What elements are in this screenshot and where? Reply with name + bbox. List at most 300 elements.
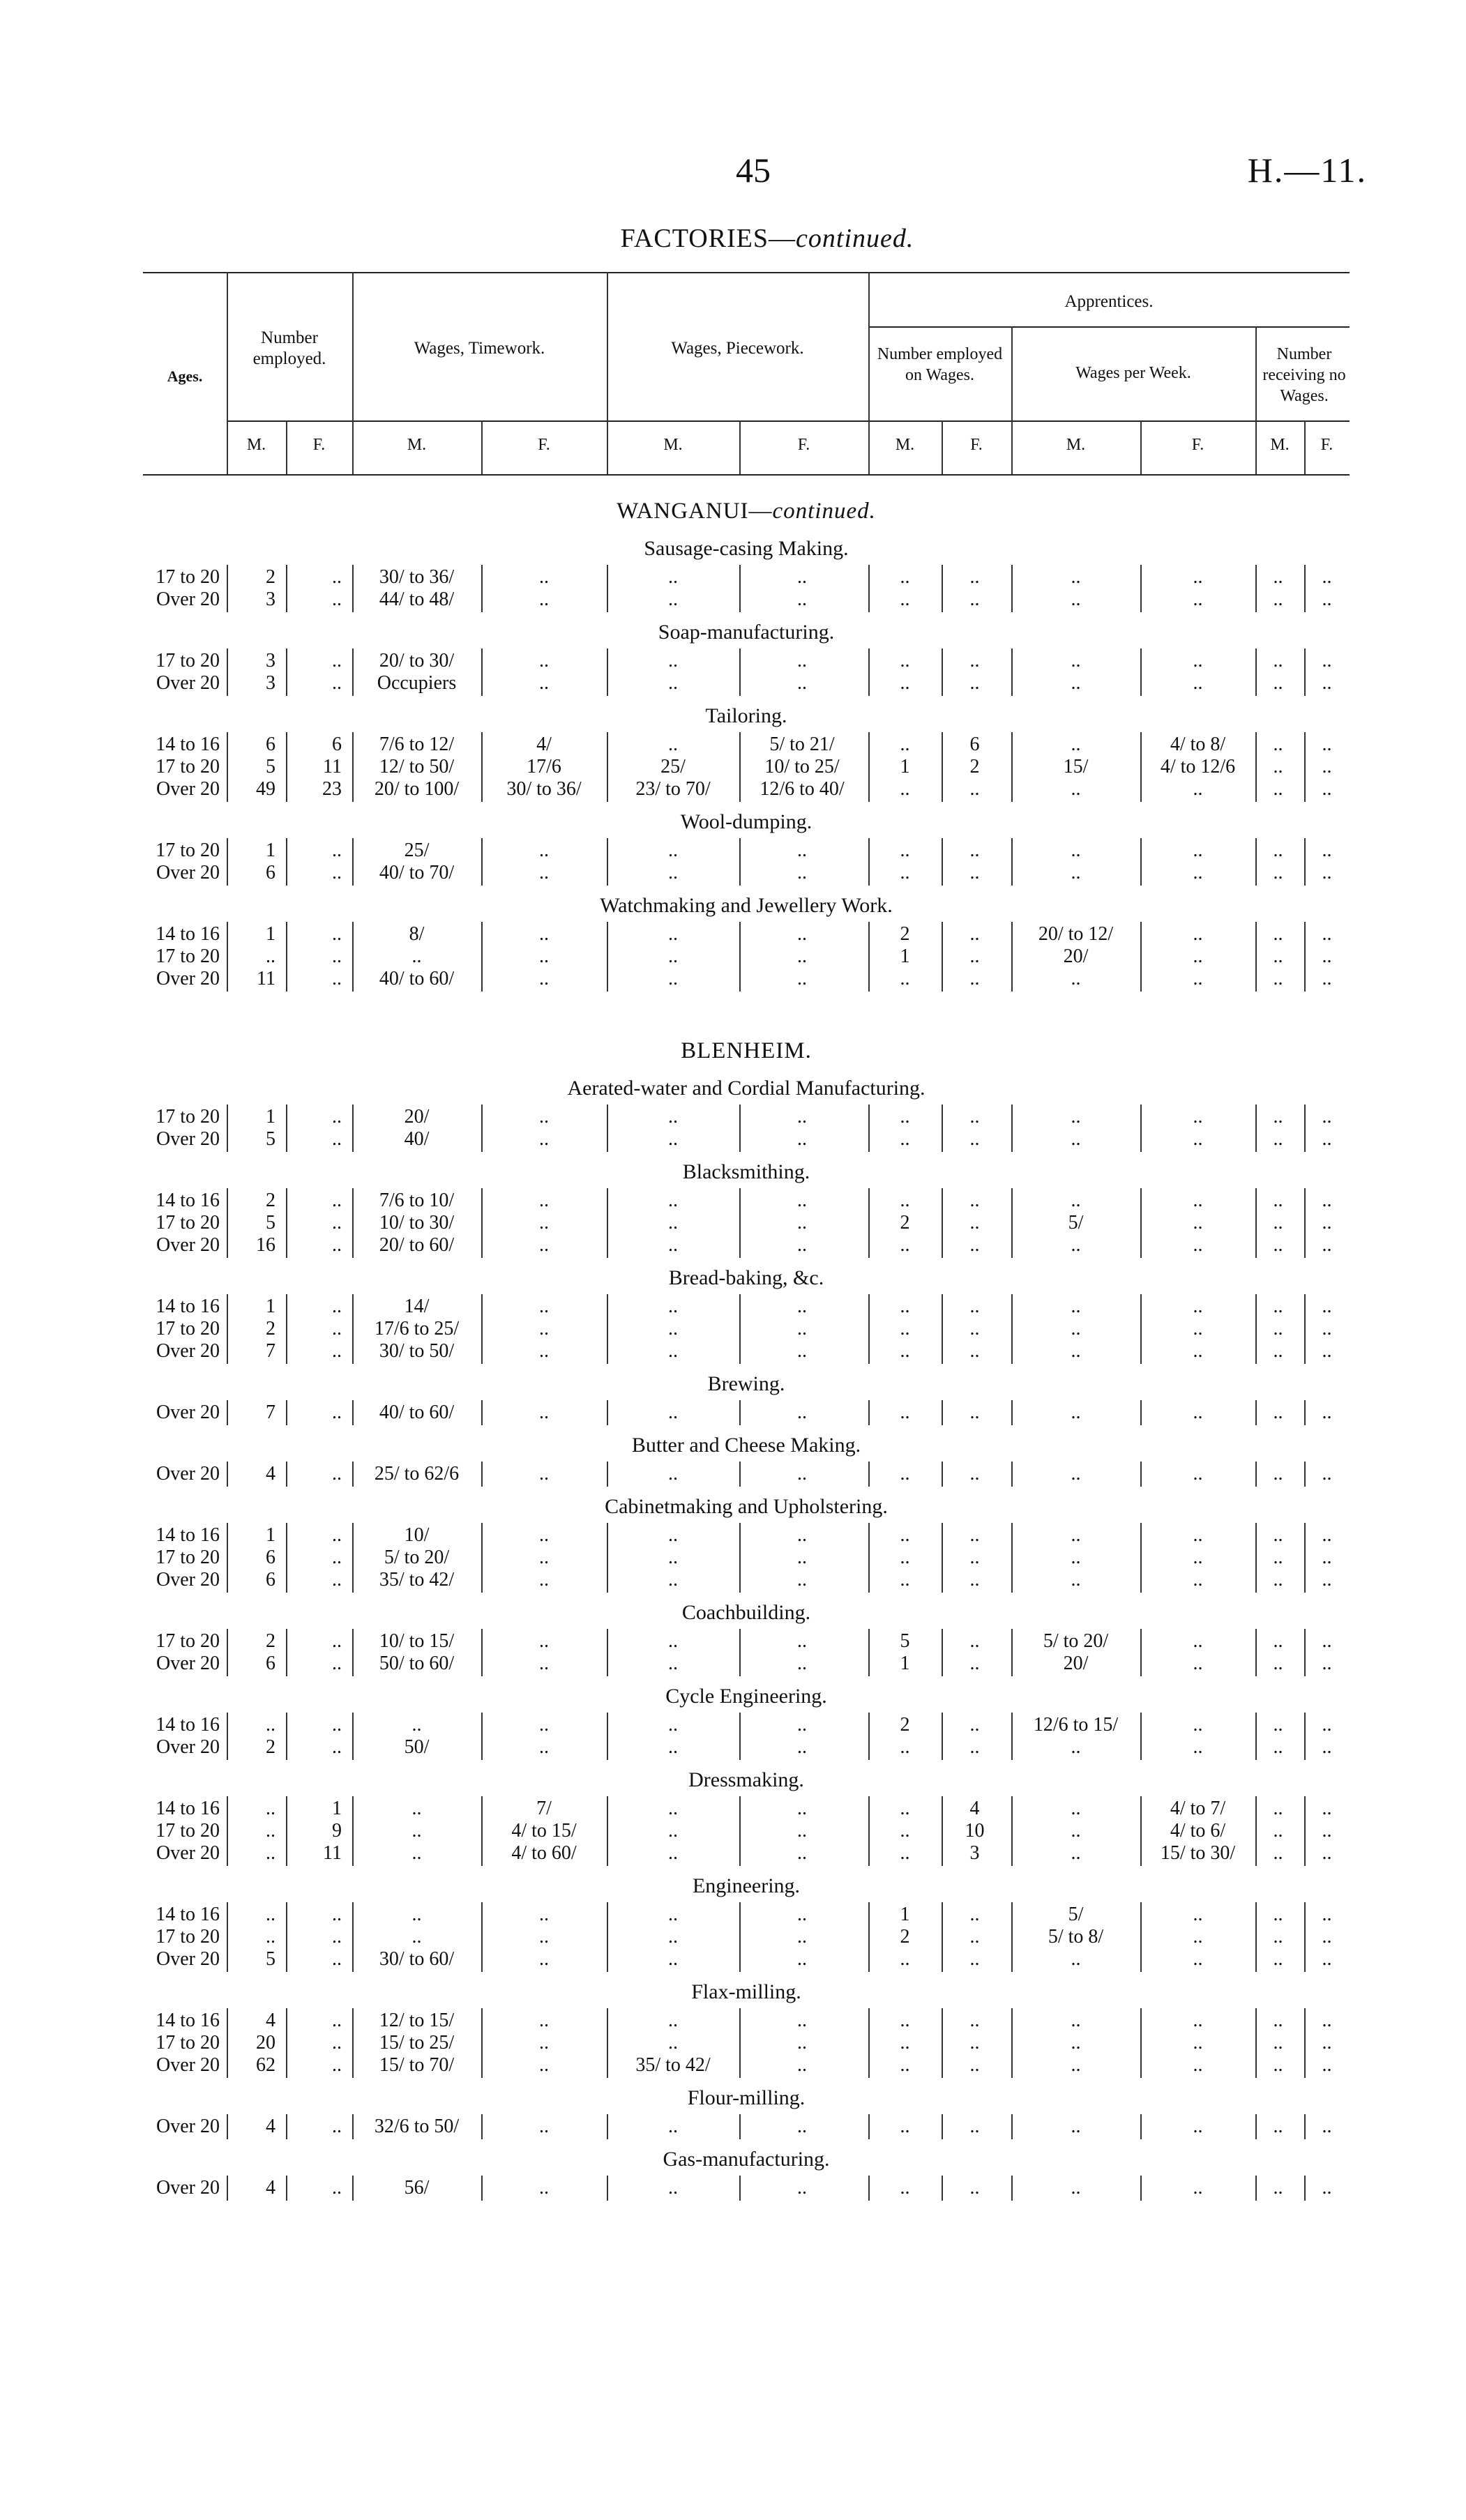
row-age: 17 to 20 <box>156 946 220 967</box>
row-vrule <box>227 1713 228 1760</box>
cell-nf: 11 <box>323 756 342 777</box>
row-vrule <box>1140 1796 1142 1866</box>
row-vrule <box>607 1713 608 1760</box>
cell-af: .. <box>969 968 980 989</box>
page-title <box>488 223 1046 254</box>
cell-pm: 25/ <box>660 756 686 777</box>
cell-xm: .. <box>1273 1402 1283 1423</box>
cell-tf: .. <box>539 862 549 883</box>
row-vrule <box>739 732 741 802</box>
row-vrule <box>607 1796 608 1866</box>
cell-pf: .. <box>797 1948 807 1970</box>
section-name: WANGANUI— <box>617 499 773 524</box>
cell-tf: .. <box>539 1234 549 1256</box>
cell-tm: 40/ to 60/ <box>379 968 455 989</box>
cell-pm: .. <box>668 1524 678 1546</box>
cell-tm: 32/6 to 50/ <box>374 2116 460 2137</box>
row-vrule <box>352 565 354 612</box>
row-vrule <box>868 565 870 612</box>
trade-heading: Soap-manufacturing. <box>658 621 835 644</box>
row-vrule <box>481 565 483 612</box>
cell-xm: .. <box>1273 1212 1283 1234</box>
cell-tf: .. <box>539 2116 549 2137</box>
cell-wm: .. <box>1071 2177 1081 2199</box>
cell-wf: .. <box>1193 1190 1203 1211</box>
row-vrule <box>1304 1188 1306 1258</box>
cell-tf: .. <box>539 1524 549 1546</box>
row-vrule <box>1140 2114 1142 2139</box>
row-vrule <box>1011 1629 1013 1676</box>
cell-am: 2 <box>900 1926 910 1948</box>
cell-af: .. <box>969 2032 980 2054</box>
row-vrule <box>739 2114 741 2139</box>
cell-tf: .. <box>539 1547 549 1568</box>
row-vrule <box>739 565 741 612</box>
cell-pf: .. <box>797 2116 807 2137</box>
row-vrule <box>481 648 483 696</box>
cell-tm: 25/ to 62/6 <box>374 1463 460 1485</box>
row-vrule <box>352 1294 354 1364</box>
row-vrule <box>868 838 870 886</box>
cell-nf: .. <box>332 1318 342 1339</box>
row-vrule <box>868 1902 870 1972</box>
cell-wf: .. <box>1193 1463 1203 1485</box>
cell-wm: .. <box>1071 672 1081 694</box>
row-age: 17 to 20 <box>156 1212 220 1234</box>
cell-wf: .. <box>1193 1106 1203 1128</box>
cell-tf: .. <box>539 1212 549 1234</box>
cell-am: .. <box>900 778 910 800</box>
row-vrule <box>1140 1400 1142 1425</box>
cell-nf: 1 <box>332 1798 342 1819</box>
cell-pm: .. <box>668 1190 678 1211</box>
cell-pf: .. <box>797 1524 807 1546</box>
cell-am: .. <box>900 1296 910 1317</box>
row-vrule <box>1255 565 1257 612</box>
cell-xm: .. <box>1273 2177 1283 2199</box>
cell-xm: .. <box>1273 1798 1283 1819</box>
row-age: Over 20 <box>156 1736 220 1758</box>
cell-am: .. <box>900 589 910 610</box>
cell-af: 4 <box>969 1798 980 1819</box>
cell-pm: .. <box>668 1106 678 1128</box>
cell-pm: .. <box>668 862 678 883</box>
cell-wf: .. <box>1193 566 1203 588</box>
mf-f: F. <box>797 436 810 454</box>
row-vrule <box>1140 648 1142 696</box>
cell-xm: .. <box>1273 1820 1283 1842</box>
cell-nm: 1 <box>266 1296 275 1317</box>
row-vrule <box>942 1462 943 1487</box>
cell-nf: .. <box>332 589 342 610</box>
row-age: Over 20 <box>156 1653 220 1674</box>
cell-tm: 20/ to 30/ <box>379 650 455 671</box>
cell-tf: .. <box>539 1904 549 1925</box>
cell-am: 2 <box>900 923 910 945</box>
row-vrule <box>227 1629 228 1676</box>
cell-xm: .. <box>1273 1340 1283 1362</box>
row-vrule <box>942 1796 943 1866</box>
cell-xf: .. <box>1322 1402 1332 1423</box>
cell-nm: 4 <box>266 1463 275 1485</box>
row-vrule <box>1255 1902 1257 1972</box>
cell-am: .. <box>900 1318 910 1339</box>
row-vrule <box>352 732 354 802</box>
cell-af: .. <box>969 1212 980 1234</box>
row-vrule <box>352 838 354 886</box>
trade-heading: Cabinetmaking and Upholstering. <box>605 1495 888 1518</box>
cell-tf: .. <box>539 1463 549 1485</box>
cell-wf: .. <box>1193 1714 1203 1736</box>
cell-pm: .. <box>668 734 678 755</box>
cell-tf: .. <box>539 2010 549 2031</box>
row-vrule <box>607 2176 608 2201</box>
cell-pm: .. <box>668 946 678 967</box>
row-vrule <box>739 1105 741 1152</box>
cell-am: 1 <box>900 946 910 967</box>
title-main: FACTORIES— <box>620 224 796 253</box>
row-vrule <box>1304 2114 1306 2139</box>
row-vrule <box>1140 1523 1142 1593</box>
cell-nm: 7 <box>266 1402 275 1423</box>
cell-nm: 4 <box>266 2177 275 2199</box>
row-age: Over 20 <box>156 1340 220 1362</box>
row-vrule <box>286 1294 287 1364</box>
cell-xm: .. <box>1273 2116 1283 2137</box>
row-vrule <box>739 1400 741 1425</box>
row-vrule <box>227 1105 228 1152</box>
cell-af: .. <box>969 1106 980 1128</box>
cell-af: .. <box>969 2010 980 2031</box>
row-vrule <box>286 2008 287 2078</box>
cell-nm: 1 <box>266 840 275 861</box>
cell-pm: .. <box>668 1463 678 1485</box>
cell-tf: .. <box>539 946 549 967</box>
cell-nf: .. <box>332 1106 342 1128</box>
cell-af: .. <box>969 840 980 861</box>
row-vrule <box>1011 1400 1013 1425</box>
cell-pf: .. <box>797 946 807 967</box>
cell-xf: .. <box>1322 566 1332 588</box>
row-age: Over 20 <box>156 1569 220 1591</box>
cell-am: .. <box>900 2032 910 2054</box>
cell-xm: .. <box>1273 734 1283 755</box>
row-vrule <box>1011 1188 1013 1258</box>
cell-wf: .. <box>1193 2116 1203 2137</box>
row-vrule <box>1011 922 1013 992</box>
cell-nm: 6 <box>266 1653 275 1674</box>
section-heading <box>432 499 1060 524</box>
cell-wf: .. <box>1193 1234 1203 1256</box>
cell-nf: .. <box>332 1653 342 1674</box>
row-vrule <box>1255 1713 1257 1760</box>
row-vrule <box>352 2176 354 2201</box>
row-vrule <box>1255 1629 1257 1676</box>
header-appr-nowages: Number receiving no Wages. <box>1262 345 1346 405</box>
row-vrule <box>868 1105 870 1152</box>
row-vrule <box>1255 1523 1257 1593</box>
cell-wm: .. <box>1071 2116 1081 2137</box>
cell-pf: .. <box>797 1820 807 1842</box>
cell-nf: .. <box>332 946 342 967</box>
row-vrule <box>942 565 943 612</box>
cell-wm: 5/ <box>1068 1904 1084 1925</box>
row-age: 17 to 20 <box>156 1820 220 1842</box>
trade-heading: Watchmaking and Jewellery Work. <box>600 894 893 917</box>
cell-tf: .. <box>539 840 549 861</box>
cell-wm: .. <box>1071 1463 1081 1485</box>
cell-nm: 1 <box>266 1106 275 1128</box>
cell-tf: .. <box>539 1926 549 1948</box>
row-age: 14 to 16 <box>156 1524 220 1546</box>
row-vrule <box>1011 565 1013 612</box>
row-vrule <box>868 2176 870 2201</box>
row-vrule <box>1011 2008 1013 2078</box>
cell-wf: .. <box>1193 840 1203 861</box>
cell-wf: 4/ to 12/6 <box>1160 756 1236 777</box>
trade-heading: Blacksmithing. <box>682 1160 810 1183</box>
cell-nm: 5 <box>266 1948 275 1970</box>
cell-xf: .. <box>1322 946 1332 967</box>
cell-nf: .. <box>332 1190 342 1211</box>
cell-am: .. <box>900 968 910 989</box>
trade-heading: Coachbuilding. <box>681 1601 811 1624</box>
row-vrule <box>942 1294 943 1364</box>
cell-wf: .. <box>1193 1128 1203 1150</box>
cell-pm: .. <box>668 589 678 610</box>
cell-tm: .. <box>411 1798 422 1819</box>
row-vrule <box>1140 1294 1142 1364</box>
cell-nm: 62 <box>256 2054 275 2076</box>
row-vrule <box>1304 732 1306 802</box>
cell-pf: .. <box>797 1212 807 1234</box>
cell-wf: .. <box>1193 862 1203 883</box>
cell-wm: .. <box>1071 2054 1081 2076</box>
cell-wm: .. <box>1071 1318 1081 1339</box>
cell-nf: .. <box>332 1569 342 1591</box>
cell-xm: .. <box>1273 862 1283 883</box>
row-vrule <box>942 838 943 886</box>
cell-pf: .. <box>797 672 807 694</box>
cell-wf: 4/ to 6/ <box>1170 1820 1226 1842</box>
cell-xf: .. <box>1322 1948 1332 1970</box>
apprentices-rule <box>868 326 1350 328</box>
row-vrule <box>1011 1294 1013 1364</box>
row-vrule <box>227 648 228 696</box>
cell-tm: .. <box>411 946 422 967</box>
cell-nm: 49 <box>256 778 275 800</box>
row-vrule <box>286 1462 287 1487</box>
cell-nf: .. <box>332 840 342 861</box>
cell-tm: 12/ to 15/ <box>379 2010 455 2031</box>
cell-xm: .. <box>1273 840 1283 861</box>
row-vrule <box>868 1629 870 1676</box>
cell-xm: .. <box>1273 778 1283 800</box>
cell-xm: .. <box>1273 566 1283 588</box>
cell-tm: .. <box>411 1714 422 1736</box>
cell-tf: .. <box>539 1190 549 1211</box>
cell-wm: .. <box>1071 1948 1081 1970</box>
cell-af: .. <box>969 1714 980 1736</box>
row-vrule <box>481 2008 483 2078</box>
row-age: 14 to 16 <box>156 1904 220 1925</box>
cell-af: .. <box>969 1547 980 1568</box>
trade-heading: Dressmaking. <box>688 1768 804 1791</box>
row-vrule <box>1304 648 1306 696</box>
cell-pf: .. <box>797 1736 807 1758</box>
cell-pm: .. <box>668 968 678 989</box>
cell-nm: 1 <box>266 1524 275 1546</box>
row-vrule <box>286 1400 287 1425</box>
row-vrule <box>481 2114 483 2139</box>
cell-nf: 23 <box>322 778 342 800</box>
cell-pm: .. <box>668 1653 678 1674</box>
row-vrule <box>1011 1462 1013 1487</box>
row-vrule <box>1255 1400 1257 1425</box>
cell-wf: .. <box>1193 1340 1203 1362</box>
cell-pm: .. <box>668 1798 678 1819</box>
cell-af: .. <box>969 1128 980 1150</box>
cell-pf: .. <box>797 1653 807 1674</box>
cell-xf: .. <box>1322 1340 1332 1362</box>
row-vrule <box>227 1796 228 1866</box>
cell-nf: .. <box>332 1340 342 1362</box>
row-vrule <box>1011 2114 1013 2139</box>
row-vrule <box>227 1902 228 1972</box>
row-vrule <box>1255 2114 1257 2139</box>
cell-wm: .. <box>1071 1547 1081 1568</box>
row-vrule <box>227 565 228 612</box>
row-vrule <box>286 1105 287 1152</box>
row-age: 17 to 20 <box>156 2032 220 2054</box>
mf-f: F. <box>1320 436 1333 454</box>
cell-xm: .. <box>1273 1736 1283 1758</box>
cell-af: .. <box>969 672 980 694</box>
cell-nf: .. <box>332 968 342 989</box>
cell-wm: .. <box>1071 1190 1081 1211</box>
row-vrule <box>1304 1796 1306 1866</box>
row-vrule <box>739 1796 741 1866</box>
cell-pf: 12/6 to 40/ <box>760 778 845 800</box>
cell-am: .. <box>900 650 910 671</box>
mf-m: M. <box>663 436 683 454</box>
cell-xm: .. <box>1273 946 1283 967</box>
cell-am: .. <box>900 1547 910 1568</box>
cell-wm: 5/ <box>1068 1212 1084 1234</box>
cell-tm: 30/ to 50/ <box>379 1340 455 1362</box>
cell-xf: .. <box>1322 1547 1332 1568</box>
row-vrule <box>481 732 483 802</box>
row-vrule <box>227 1400 228 1425</box>
cell-am: .. <box>900 1820 910 1842</box>
row-vrule <box>481 1188 483 1258</box>
cell-pm: .. <box>668 2177 678 2199</box>
row-vrule <box>1255 2008 1257 2078</box>
cell-wm: .. <box>1071 566 1081 588</box>
row-vrule <box>227 922 228 992</box>
cell-af: .. <box>969 1653 980 1674</box>
cell-af: .. <box>969 1402 980 1423</box>
cell-wf: .. <box>1193 2177 1203 2199</box>
cell-xf: .. <box>1322 1736 1332 1758</box>
cell-xf: .. <box>1322 1524 1332 1546</box>
cell-tm: 44/ to 48/ <box>379 589 455 610</box>
row-vrule <box>607 1462 608 1487</box>
row-vrule <box>607 565 608 612</box>
row-age: Over 20 <box>156 862 220 883</box>
cell-am: .. <box>900 2116 910 2137</box>
cell-pm: .. <box>668 1714 678 1736</box>
row-vrule <box>227 1523 228 1593</box>
row-vrule <box>286 1629 287 1676</box>
cell-nf: .. <box>332 1547 342 1568</box>
cell-tm: 30/ to 36/ <box>379 566 455 588</box>
cell-nm: 7 <box>266 1340 275 1362</box>
mf-f: F. <box>1191 436 1204 454</box>
cell-nm: .. <box>266 946 275 967</box>
cell-wm: .. <box>1071 1820 1081 1842</box>
row-vrule <box>739 838 741 886</box>
cell-pm: .. <box>668 1630 678 1652</box>
cell-tm: 15/ to 25/ <box>379 2032 455 2054</box>
cell-xf: .. <box>1322 1569 1332 1591</box>
cell-am: .. <box>900 566 910 588</box>
row-vrule <box>1304 565 1306 612</box>
cell-xm: .. <box>1273 1128 1283 1150</box>
cell-nm: 6 <box>266 1569 275 1591</box>
row-vrule <box>352 1400 354 1425</box>
cell-pf: .. <box>797 1547 807 1568</box>
row-age: 14 to 16 <box>156 1296 220 1317</box>
cell-wm: 15/ <box>1063 756 1089 777</box>
row-vrule <box>1011 1902 1013 1972</box>
cell-nf: .. <box>332 1904 342 1925</box>
cell-am: 1 <box>900 756 910 777</box>
cell-af: .. <box>969 650 980 671</box>
cell-wm: .. <box>1071 968 1081 989</box>
cell-nf: .. <box>332 1524 342 1546</box>
row-vrule <box>942 1105 943 1152</box>
trade-heading: Flax-milling. <box>691 1980 801 2003</box>
cell-tm: 12/ to 50/ <box>379 756 455 777</box>
header-top-rule <box>143 272 1350 273</box>
cell-pf: 5/ to 21/ <box>769 734 835 755</box>
cell-nm: 3 <box>266 650 275 671</box>
row-vrule <box>1255 1294 1257 1364</box>
row-vrule <box>1255 1188 1257 1258</box>
cell-wf: .. <box>1193 1653 1203 1674</box>
row-vrule <box>739 2176 741 2201</box>
cell-nf: 9 <box>332 1820 342 1842</box>
cell-pm: .. <box>668 2032 678 2054</box>
row-vrule <box>1304 1400 1306 1425</box>
cell-pm: .. <box>668 1318 678 1339</box>
row-vrule <box>942 1713 943 1760</box>
cell-am: 1 <box>900 1653 910 1674</box>
cell-tm: 5/ to 20/ <box>384 1547 450 1568</box>
cell-nm: 16 <box>256 1234 275 1256</box>
row-vrule <box>1140 565 1142 612</box>
row-age: Over 20 <box>156 2116 220 2137</box>
row-vrule <box>481 1400 483 1425</box>
cell-am: .. <box>900 2054 910 2076</box>
row-vrule <box>1255 1796 1257 1866</box>
row-vrule <box>1304 1462 1306 1487</box>
cell-tf: .. <box>539 1402 549 1423</box>
cell-nf: 11 <box>323 1842 342 1864</box>
cell-wf: .. <box>1193 2054 1203 2076</box>
cell-wf: .. <box>1193 1948 1203 1970</box>
